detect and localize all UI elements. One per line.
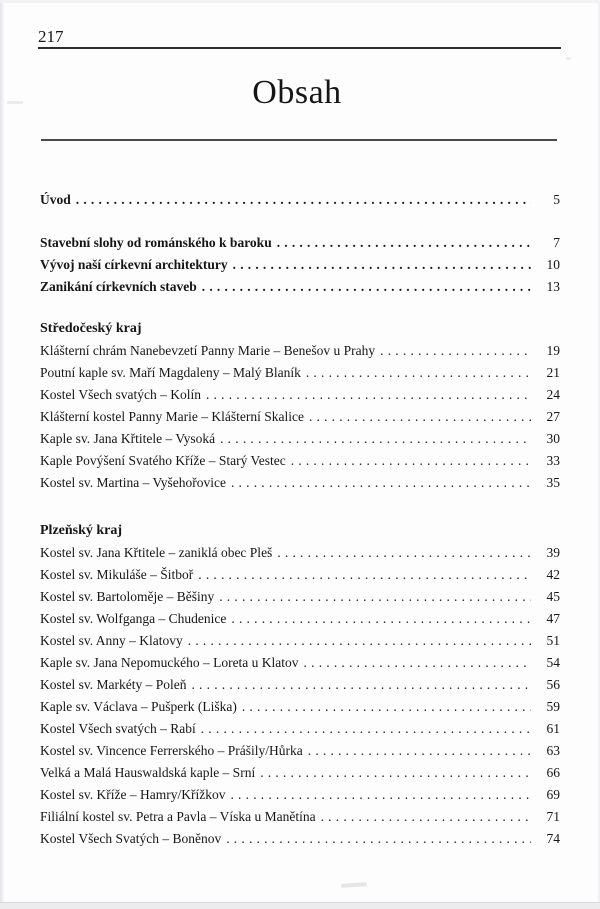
entry-page-number: 21 (546, 365, 560, 380)
toc-entry (40, 740, 560, 762)
entry-title: Kostel sv. Markéty – Poleň (40, 677, 187, 692)
dot-leader (308, 740, 531, 762)
toc-entry (40, 384, 560, 406)
entry-title: Kaple Povýšení Svatého Kříže – Starý Vestec (40, 453, 286, 468)
entry-title: Kostel sv. Anny – Klatovy (40, 633, 183, 648)
scan-edge-left (0, 0, 4, 909)
toc-entry (40, 674, 560, 696)
toc-rows (40, 232, 560, 298)
entry-page-number: 47 (546, 611, 560, 626)
dot-leader (206, 384, 531, 406)
toc-entry (40, 762, 560, 784)
entry-title: Poutní kaple sv. Maří Magdaleny – Malý Blaník (40, 365, 301, 380)
scan-smudge (341, 882, 367, 888)
toc-rows (40, 542, 560, 850)
dot-leader (231, 608, 531, 630)
toc-group (40, 232, 560, 298)
toc-entry (40, 340, 560, 362)
title-rule (41, 139, 557, 141)
entry-title: Vývoj naší církevní architektury (40, 257, 228, 272)
entry-title: Kostel Všech svatých – Rabí (40, 721, 196, 736)
entry-page-number: 69 (546, 787, 560, 802)
section-heading: Středočeský kraj (40, 321, 142, 336)
toc-entry (40, 564, 560, 586)
table-of-contents (40, 189, 560, 850)
dot-leader (321, 806, 531, 828)
dot-leader (76, 189, 531, 211)
toc-entry (40, 542, 560, 564)
entry-page-number: 71 (546, 809, 560, 824)
entry-title: Kaple sv. Václava – Pušperk (Liška) (40, 699, 237, 714)
toc-group (40, 189, 560, 211)
dot-leader (242, 696, 531, 718)
toc-entry (40, 806, 560, 828)
dot-leader (219, 586, 531, 608)
entry-title: Zanikání církevních staveb (40, 279, 197, 294)
toc-entry (40, 608, 560, 630)
toc-rows (40, 189, 560, 211)
toc-entry (40, 362, 560, 384)
page-number: 217 (38, 27, 64, 46)
toc-entry (40, 630, 560, 652)
header-rule (38, 47, 561, 49)
scan-smudge (566, 57, 571, 60)
scan-smudge (7, 101, 23, 104)
entry-page-number: 45 (546, 589, 560, 604)
dot-leader (220, 428, 531, 450)
dot-leader (191, 674, 531, 696)
page-title: Obsah (252, 74, 342, 111)
entry-title: Kaple sv. Jana Křtitele – Vysoká (40, 431, 216, 446)
entry-page-number: 59 (546, 699, 560, 714)
entry-page-number: 10 (546, 257, 560, 272)
entry-page-number: 33 (546, 453, 560, 468)
scan-edge-bottom (0, 902, 600, 909)
section-heading: Plzeňský kraj (40, 523, 123, 538)
entry-title: Klášterní kostel Panny Marie – Klášterní Skalice (40, 409, 304, 424)
entry-title: Kostel Všech Svatých – Boněnov (40, 831, 222, 846)
entry-page-number: 30 (546, 431, 560, 446)
dot-leader (198, 564, 531, 586)
toc-entry (40, 784, 560, 806)
entry-page-number: 35 (546, 475, 560, 490)
entry-title: Kostel sv. Vincence Ferrerského – Prášily/Hůrka (40, 743, 303, 758)
dot-leader (188, 630, 531, 652)
dot-leader (309, 406, 531, 428)
dot-leader (260, 762, 531, 784)
entry-title: Klášterní chrám Nanebevzetí Panny Marie – Benešov u Prahy (40, 343, 376, 358)
entry-page-number: 61 (546, 721, 560, 736)
dot-leader (226, 828, 531, 850)
toc-entry (40, 406, 560, 428)
entry-title: Kaple sv. Jana Nepomuckého – Loreta u Klatov (40, 655, 299, 670)
entry-title: Stavební slohy od románského k baroku (40, 235, 272, 250)
toc-entry (40, 428, 560, 450)
entry-page-number: 19 (546, 343, 560, 358)
dot-leader (277, 232, 531, 254)
entry-page-number: 13 (546, 279, 560, 294)
entry-title: Kostel sv. Wolfganga – Chudenice (40, 611, 227, 626)
entry-page-number: 5 (553, 192, 560, 207)
entry-page-number: 39 (546, 545, 560, 560)
dot-leader (304, 652, 531, 674)
toc-entry (40, 254, 560, 276)
dot-leader (306, 362, 531, 384)
entry-title: Filiální kostel sv. Petra a Pavla – Víska u Manětína (40, 809, 316, 824)
entry-page-number: 74 (546, 831, 560, 846)
entry-page-number: 63 (546, 743, 560, 758)
dot-leader (231, 472, 531, 494)
dot-leader (380, 340, 531, 362)
scan-edge-top (0, 0, 600, 3)
entry-page-number: 51 (546, 633, 560, 648)
dot-leader (277, 542, 531, 564)
toc-entry (40, 652, 560, 674)
toc-entry (40, 828, 560, 850)
entry-page-number: 56 (546, 677, 560, 692)
entry-title: Kostel sv. Kříže – Hamry/Křížkov (40, 787, 226, 802)
entry-page-number: 66 (546, 765, 560, 780)
toc-group (40, 520, 560, 850)
toc-group (40, 318, 560, 494)
entry-title: Kostel sv. Jana Křtitele – zaniklá obec Pleš (40, 545, 273, 560)
dot-leader (201, 718, 531, 740)
entry-page-number: 54 (546, 655, 560, 670)
entry-page-number: 42 (546, 567, 560, 582)
dot-leader (202, 276, 531, 298)
entry-page-number: 27 (546, 409, 560, 424)
entry-page-number: 7 (553, 235, 560, 250)
entry-title: Kostel sv. Martina – Vyšehořovice (40, 475, 226, 490)
toc-entry (40, 696, 560, 718)
entry-title: Velká a Malá Hauswaldská kaple – Srní (40, 765, 256, 780)
toc-entry (40, 232, 560, 254)
dot-leader (230, 784, 531, 806)
dot-leader (291, 450, 531, 472)
toc-entry (40, 276, 560, 298)
entry-title: Kostel Všech svatých – Kolín (40, 387, 201, 402)
entry-page-number: 24 (546, 387, 560, 402)
toc-rows (40, 340, 560, 494)
toc-entry (40, 718, 560, 740)
dot-leader (233, 254, 531, 276)
toc-entry (40, 586, 560, 608)
toc-entry (40, 189, 560, 211)
entry-title: Úvod (40, 192, 71, 207)
toc-entry (40, 450, 560, 472)
entry-title: Kostel sv. Mikuláše – Šitboř (40, 567, 194, 582)
entry-title: Kostel sv. Bartoloměje – Běšiny (40, 589, 215, 604)
toc-entry (40, 472, 560, 494)
